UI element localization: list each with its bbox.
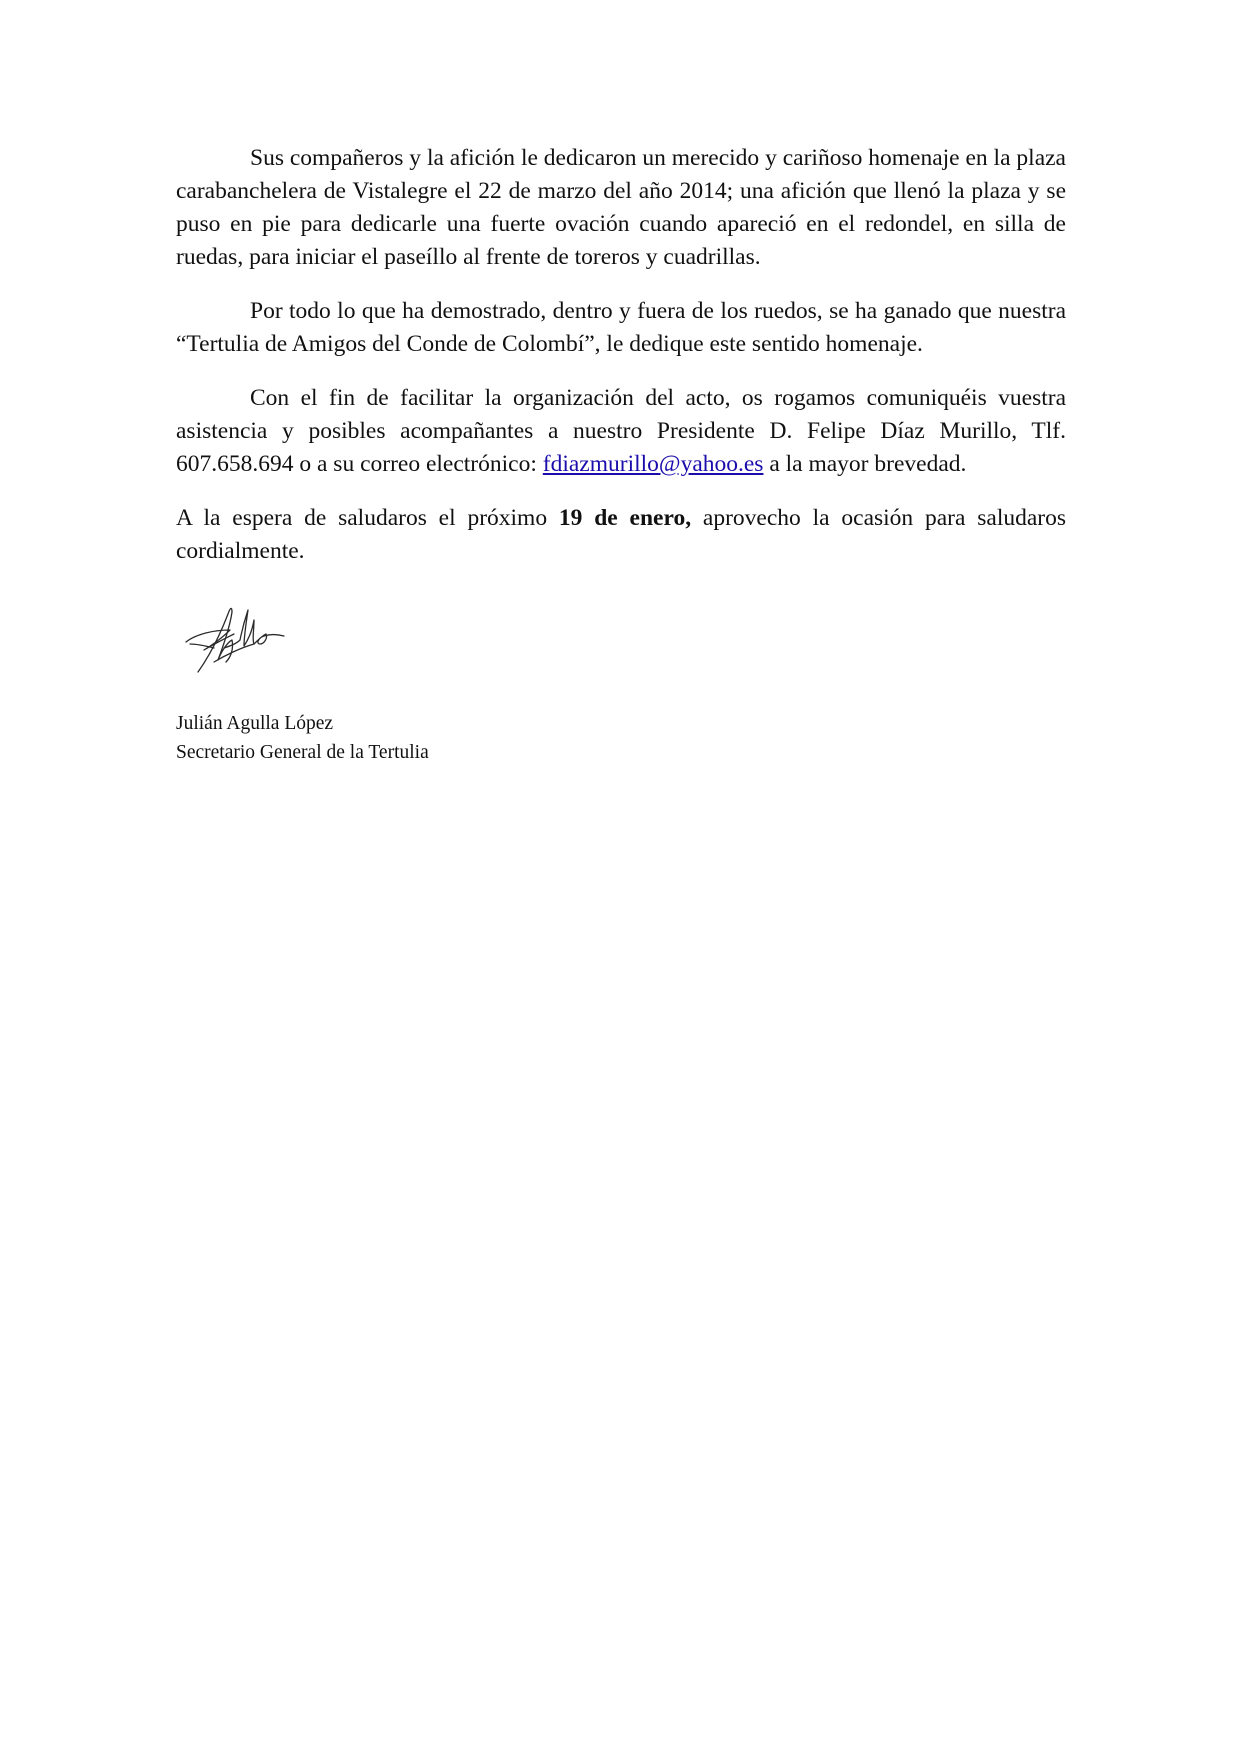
signature-block xyxy=(176,709,429,767)
despedida-text-end: aprovecho la ocasión para saludaros cordialmente. xyxy=(176,505,1066,564)
paragraph-organizacion-end: a la mayor brevedad. xyxy=(763,451,967,477)
paragraph-organizacion-acto xyxy=(176,382,1066,481)
signature-icon xyxy=(184,600,288,680)
signer-title: Secretario General de la Tertulia xyxy=(176,742,429,763)
despedida-text-start: A la espera de saludaros el próximo xyxy=(176,505,559,531)
signer-name: Julián Agulla López xyxy=(176,713,334,734)
paragraph-homenaje-vistalegre: Sus compañeros y la afición le dedicaron un merecido y cariñoso homenaje en la plaza carabanchelera de Vistalegre el 22 de marzo del año 2014; una afición que llenó la plaza y se puso en pie para dedicarle una fuerte ovación cuando apareció en el redondel, en silla de ruedas, para iniciar el paseíllo al frente de toreros y cuadrillas. xyxy=(176,145,1066,270)
letter-body xyxy=(176,142,1066,589)
email-link[interactable]: fdiazmurillo@yahoo.es xyxy=(542,451,764,477)
handwritten-signature xyxy=(184,600,288,680)
paragraph-despedida xyxy=(176,502,1066,568)
paragraph-organizacion-text: Con el fin de facilitar la organización del acto, os rogamos comuniquéis vuestra asistencia y posibles acompañantes a nuestro Presidente D. Felipe Díaz Murillo, Tlf. 607.658.694 o a su correo electrónico: xyxy=(176,385,1066,477)
paragraph-tertulia-homenaje: Por todo lo que ha demostrado, dentro y fuera de los ruedos, se ha ganado que nuestra “Tertulia de Amigos del Conde de Colombí”, le dedique este sentido homenaje. xyxy=(176,298,1066,357)
fecha-evento: 19 de enero, xyxy=(558,505,692,531)
